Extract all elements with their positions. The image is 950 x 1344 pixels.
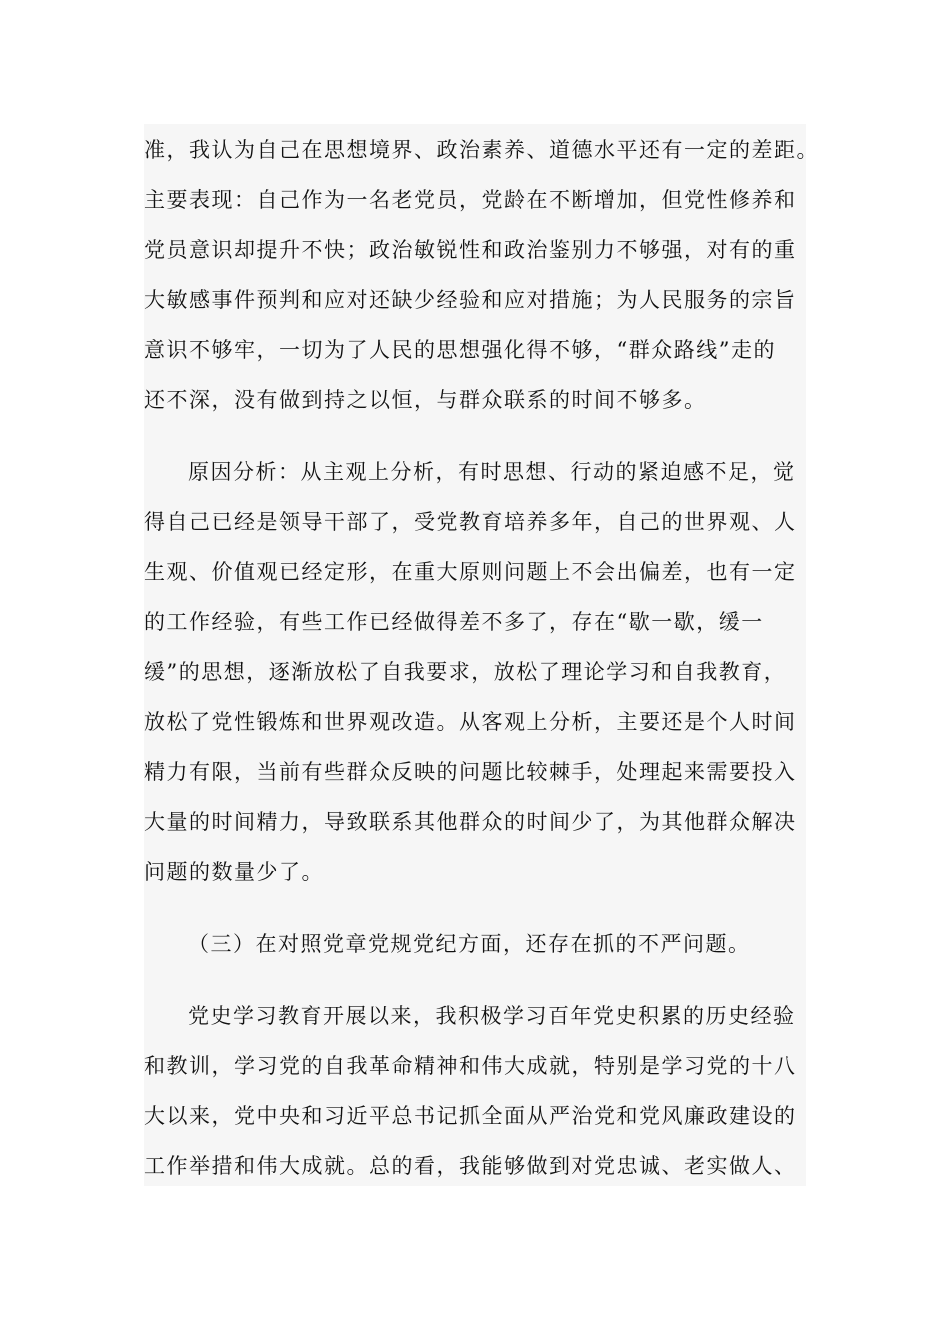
- text-line: 大量的时间精力，导致联系其他群众的时间少了，为其他群众解决: [144, 810, 797, 834]
- text-line: 和教训，学习党的自我革命精神和伟大成就，特别是学习党的十八: [144, 1054, 797, 1078]
- text-line: 工作举措和伟大成就。总的看，我能够做到对党忠诚、老实做人、: [144, 1154, 797, 1178]
- text-line: 大以来，党中央和习近平总书记抓全面从严治党和党风廉政建设的: [144, 1104, 797, 1128]
- text-line: 放松了党性锻炼和世界观改造。从客观上分析，主要还是个人时间: [144, 710, 797, 734]
- paragraph-first-line: 党史学习教育开展以来，我积极学习百年党史积累的历史经验: [188, 1004, 796, 1028]
- paragraph-first-line: 原因分析：从主观上分析，有时思想、行动的紧迫感不足，觉: [188, 460, 796, 484]
- text-line: 还不深，没有做到持之以恒，与群众联系的时间不够多。: [144, 388, 707, 412]
- text-line: 主要表现：自己作为一名老党员，党龄在不断增加，但党性修养和: [144, 188, 797, 212]
- text-line: 意识不够牢，一切为了人民的思想强化得不够，“群众路线”走的: [144, 338, 776, 362]
- text-line: 得自己已经是领导干部了，受党教育培养多年，自己的世界观、人: [144, 510, 797, 534]
- text-line: 大敏感事件预判和应对还缺少经验和应对措施；为人民服务的宗旨: [144, 288, 797, 312]
- text-line: 准，我认为自己在思想境界、政治素养、道德水平还有一定的差距。: [144, 138, 819, 162]
- section-heading: （三）在对照党章党规党纪方面，还存在抓的不严问题。: [188, 932, 751, 956]
- text-line: 生观、价值观已经定形，在重大原则问题上不会出偏差，也有一定: [144, 560, 797, 584]
- document-body: [144, 124, 819, 1186]
- text-line: 的工作经验，有些工作已经做得差不多了，存在“歇一歇，缓一: [144, 610, 764, 634]
- text-line: 缓”的思想，逐渐放松了自我要求，放松了理论学习和自我教育，: [144, 660, 787, 684]
- text-line: 精力有限，当前有些群众反映的问题比较棘手，处理起来需要投入: [144, 760, 797, 784]
- text-line: 党员意识却提升不快；政治敏锐性和政治鉴别力不够强，对有的重: [144, 238, 797, 262]
- text-line: 问题的数量少了。: [144, 860, 324, 884]
